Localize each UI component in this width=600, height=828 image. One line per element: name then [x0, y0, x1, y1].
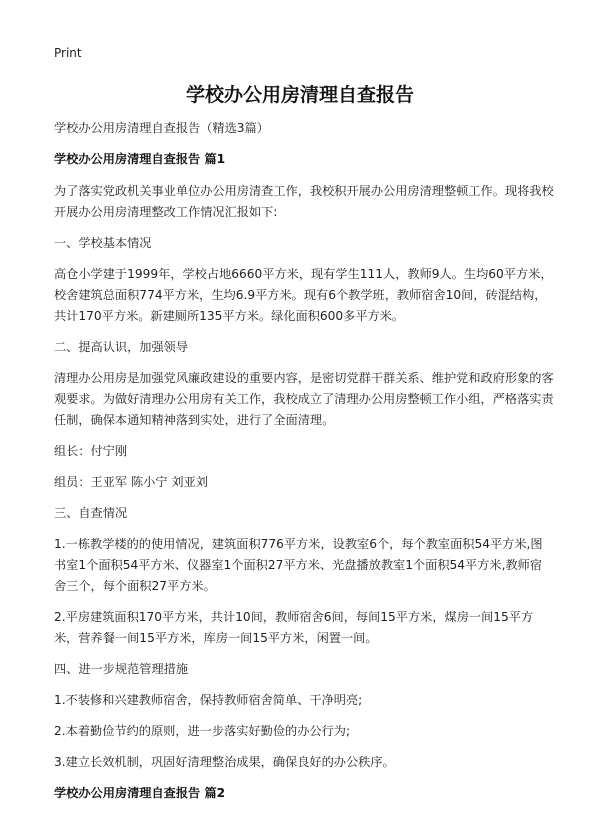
self-check-item-1: 1.一栋教学楼的的使用情况，建筑面积776平方米，设教室6个，每个教室面积54平方米,图书室1个面积54平方米、仪器室1个面积27平方米、光盘播放教室1个面积54平方米,教师宿舍三个，每个面积27平方米。	[54, 537, 543, 593]
heading-self-check: 三、自查情况	[54, 506, 128, 520]
group-leader: 组长：付宁刚	[54, 444, 128, 458]
document-subtitle: 学校办公用房清理自查报告（精选3篇）	[54, 121, 269, 135]
measure-item-2: 2.本着勤俭节约的原则，进一步落实好勤俭的办公行为;	[54, 724, 351, 738]
measure-item-1: 1.不装修和兴建教师宿舍，保持教师宿舍简单、干净明亮;	[54, 693, 363, 707]
leadership-paragraph: 清理办公用房是加强党风廉政建设的重要内容，是密切党群干群关系、维护党和政府形象的客观要求。为做好清理办公用房有关工作，我校成立了清理办公用房整顿工作小组，严格落实责任制，确保本通知精神落到实处，进行了全面清理。	[54, 371, 554, 427]
group-members: 组员：王亚军 陈小宁 刘亚刘	[54, 475, 208, 489]
document-body	[54, 118, 554, 815]
page-title: 学校办公用房清理自查报告	[185, 84, 414, 106]
measure-item-3: 3.建立长效机制，巩固好清理整治成果，确保良好的办公秩序。	[54, 755, 395, 769]
basic-info-paragraph: 高仓小学建于1999年，学校占地6660平方米，现有学生111人，教师9人。生均60平方米，校舍建筑总面积774平方米，生均6.9平方米。现有6个教学班，教师宿舍10间，砖混结构，共计170平方米。新建厕所135平方米。绿化面积600多平方米。	[54, 267, 553, 323]
heading-leadership: 二、提高认识，加强领导	[54, 340, 189, 354]
heading-basic-info: 一、学校基本情况	[54, 236, 152, 250]
section-title-2: 学校办公用房清理自查报告 篇2	[54, 786, 226, 800]
print-label: Print	[54, 46, 82, 60]
intro-paragraph: 为了落实党政机关事业单位办公用房清查工作，我校积开展办公用房清理整顿工作。现将我校开展办公用房清理整改工作情况汇报如下:	[54, 184, 554, 219]
heading-measures: 四、进一步规范管理措施	[54, 662, 189, 676]
section-title-1: 学校办公用房清理自查报告 篇1	[54, 152, 226, 166]
self-check-item-2: 2.平房建筑面积170平方米，共计10间，教师宿舍6间，每间15平方米，煤房一间15平方米，营养餐一间15平方米，库房一间15平方米，闲置一间。	[54, 610, 534, 645]
